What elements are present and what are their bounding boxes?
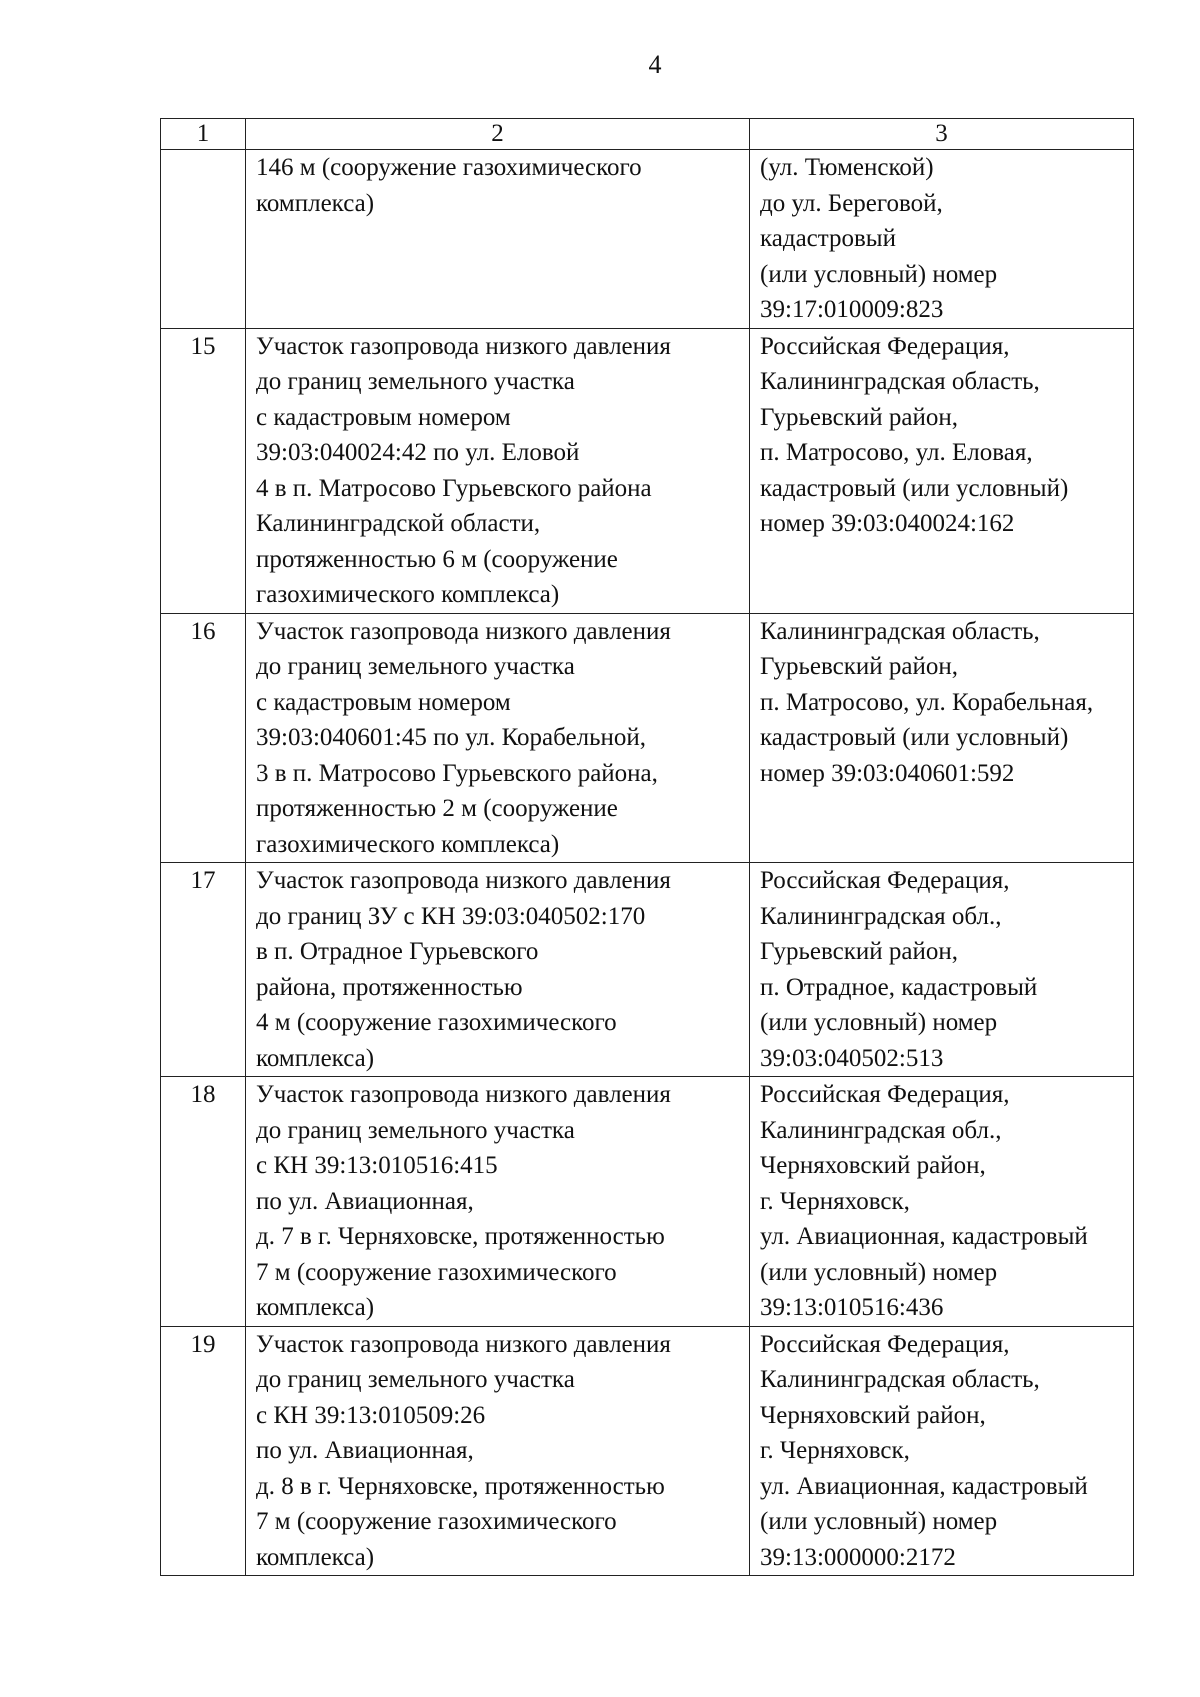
description-line: Калининградской области, xyxy=(256,510,541,537)
location-line: 39:03:040502:513 xyxy=(760,1044,944,1072)
description-line: Участок газопровода низкого давления xyxy=(256,1081,671,1108)
description-line: по ул. Авиационная, xyxy=(256,1187,474,1215)
description-cell xyxy=(246,613,750,863)
description-line: 7 м (сооружение газохимического xyxy=(256,1508,617,1535)
location-line: Калининградская область, xyxy=(760,1366,1040,1393)
location-line: Черняховский район, xyxy=(760,1152,986,1179)
location-line: номер 39:03:040024:162 xyxy=(760,510,1015,537)
description-line: комплекса) xyxy=(256,1044,375,1072)
location-line: (или условный) номер xyxy=(760,1508,998,1535)
location-line: Российская Федерация, xyxy=(760,867,1010,894)
description-line: Участок газопровода низкого давления xyxy=(256,617,671,645)
location-line: (или условный) номер xyxy=(760,1009,998,1036)
location-line: Калининградская область, xyxy=(760,368,1040,395)
location-line: Калининградская обл., xyxy=(760,1116,1002,1144)
description-line: Участок газопровода низкого давления xyxy=(256,867,671,894)
description-line: до границ земельного участка xyxy=(256,1116,575,1144)
location-line: п. Матросово, ул. Еловая, xyxy=(760,439,1033,466)
location-line: кадастровый (или условный) xyxy=(760,474,1069,502)
description-line: д. 7 в г. Черняховске, протяженностью xyxy=(256,1223,665,1250)
location-line: ул. Авиационная, кадастровый xyxy=(760,1223,1088,1250)
table-row xyxy=(161,328,1134,613)
location-line: Российская Федерация, xyxy=(760,1330,1010,1358)
description-line: до границ земельного участка xyxy=(256,368,575,395)
column-number-3: 3 xyxy=(750,119,1134,150)
description-line: 4 м (сооружение газохимического xyxy=(256,1009,617,1036)
location-line: Калининградская обл., xyxy=(760,902,1002,930)
description-line: с КН 39:13:010509:26 xyxy=(256,1401,486,1429)
description-line: протяженностью 2 м (сооружение xyxy=(256,795,618,822)
location-line: г. Черняховск, xyxy=(760,1437,910,1464)
row-number-cell: 15 xyxy=(161,328,246,613)
table-row xyxy=(161,1326,1134,1576)
location-line: п. Отрадное, кадастровый xyxy=(760,973,1038,1001)
description-line: до границ земельного участка xyxy=(256,653,575,680)
description-line: 4 в п. Матросово Гурьевского района xyxy=(256,474,652,502)
row-number-cell: 19 xyxy=(161,1326,246,1576)
description-line: 3 в п. Матросово Гурьевского района, xyxy=(256,759,658,787)
description-line: газохимического комплекса) xyxy=(256,830,560,858)
location-cell xyxy=(750,1077,1134,1327)
location-line: (ул. Тюменской) xyxy=(760,154,934,181)
row-number-cell: 18 xyxy=(161,1077,246,1327)
description-line: 39:03:040601:45 по ул. Корабельной, xyxy=(256,724,646,751)
location-line: номер 39:03:040601:592 xyxy=(760,759,1015,787)
description-line: до границ ЗУ с КН 39:03:040502:170 xyxy=(256,902,646,930)
location-line: 39:13:010516:436 xyxy=(760,1294,944,1321)
row-number-cell: 17 xyxy=(161,863,246,1077)
location-line: кадастровый xyxy=(760,225,896,252)
page-number: 4 xyxy=(648,50,662,79)
description-line: Участок газопровода низкого давления xyxy=(256,1330,671,1358)
table-body xyxy=(161,150,1134,1576)
location-line: Гурьевский район, xyxy=(760,938,959,965)
location-line: 39:17:010009:823 xyxy=(760,296,944,323)
row-number-cell xyxy=(161,150,246,329)
description-line: по ул. Авиационная, xyxy=(256,1437,474,1464)
description-line: газохимического комплекса) xyxy=(256,581,560,608)
description-line: с кадастровым номером xyxy=(256,688,511,716)
table-row xyxy=(161,613,1134,863)
description-line: комплекса) xyxy=(256,1543,375,1571)
location-cell xyxy=(750,863,1134,1077)
description-cell xyxy=(246,863,750,1077)
description-line: комплекса) xyxy=(256,189,375,217)
location-cell xyxy=(750,150,1134,329)
location-line: п. Матросово, ул. Корабельная, xyxy=(760,688,1094,716)
location-line: Гурьевский район, xyxy=(760,653,959,680)
description-line: 146 м (сооружение газохимического xyxy=(256,154,642,181)
location-line: Российская Федерация, xyxy=(760,332,1010,360)
location-line: ул. Авиационная, кадастровый xyxy=(760,1472,1088,1500)
location-line: г. Черняховск, xyxy=(760,1187,910,1215)
row-number-cell: 16 xyxy=(161,613,246,863)
description-line: протяженностью 6 м (сооружение xyxy=(256,545,618,573)
location-line: Калининградская область, xyxy=(760,617,1040,645)
description-line: района, протяженностью xyxy=(256,973,523,1001)
object-table xyxy=(160,118,1134,1576)
description-line: д. 8 в г. Черняховске, протяженностью xyxy=(256,1472,665,1500)
column-number-1: 1 xyxy=(161,119,246,150)
location-line: Российская Федерация, xyxy=(760,1081,1010,1108)
table-row xyxy=(161,150,1134,329)
description-line: Участок газопровода низкого давления xyxy=(256,332,671,360)
description-line: с кадастровым номером xyxy=(256,403,511,431)
location-line: до ул. Береговой, xyxy=(760,189,943,217)
location-cell xyxy=(750,328,1134,613)
description-line: 39:03:040024:42 по ул. Еловой xyxy=(256,439,580,466)
location-line: Гурьевский район, xyxy=(760,403,959,431)
location-line: (или условный) номер xyxy=(760,1258,998,1286)
table-row xyxy=(161,1077,1134,1327)
description-line: 7 м (сооружение газохимического xyxy=(256,1258,617,1286)
location-line: кадастровый (или условный) xyxy=(760,724,1069,751)
location-cell xyxy=(750,613,1134,863)
location-line: (или условный) номер xyxy=(760,260,998,288)
description-line: комплекса) xyxy=(256,1294,375,1321)
description-cell xyxy=(246,1077,750,1327)
column-number-2: 2 xyxy=(246,119,750,150)
table-row xyxy=(161,863,1134,1077)
column-number-row xyxy=(161,119,1134,150)
location-line: 39:13:000000:2172 xyxy=(760,1543,956,1571)
description-line: в п. Отрадное Гурьевского xyxy=(256,938,539,965)
description-cell xyxy=(246,328,750,613)
location-line: Черняховский район, xyxy=(760,1401,986,1429)
description-line: с КН 39:13:010516:415 xyxy=(256,1152,498,1179)
description-cell xyxy=(246,150,750,329)
location-cell xyxy=(750,1326,1134,1576)
description-cell xyxy=(246,1326,750,1576)
description-line: до границ земельного участка xyxy=(256,1366,575,1393)
